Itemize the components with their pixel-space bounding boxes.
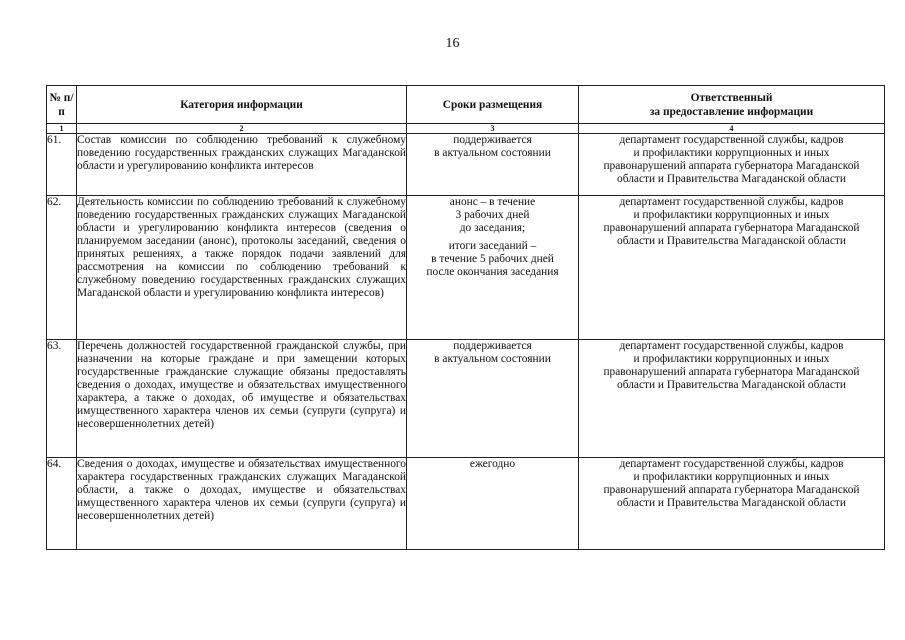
column-number: 1 — [47, 124, 77, 134]
column-number: 4 — [579, 124, 885, 134]
table-header-row — [47, 86, 885, 124]
header-number: № п/п — [47, 86, 77, 124]
responsible-line: департамент государственной службы, кадров — [619, 458, 844, 470]
term-line: 3 рабочих дней — [455, 209, 530, 221]
row-category: Деятельность комиссии по соблюдению требований к служебному поведению государственных гражданских служащих Магаданской области и урегулированию конфликта интересов (сведения о планируемом заседании (анонс), протоколы заседаний, сведения о принятых решениях, а также порядок подачи заявлений для рассмотрения на комиссии по соблюдению требований к служебному поведению государственных гражданских служащих Магаданской области и урегулированию конфликта интересов) — [77, 196, 407, 340]
responsible-line: и профилактики коррупционных и иных — [633, 353, 830, 365]
responsible-line: правонарушений аппарата губернатора Магаданской — [603, 160, 860, 172]
column-number-row — [47, 124, 885, 134]
row-responsible — [579, 134, 885, 196]
term-line: анонс – в течение — [449, 196, 536, 208]
term-line: поддерживается — [453, 134, 532, 146]
responsible-line: области и Правительства Магаданской области — [617, 173, 846, 185]
table-row — [47, 458, 885, 550]
row-terms — [407, 458, 579, 550]
term-line: итоги заседаний – — [448, 240, 537, 252]
row-responsible — [579, 458, 885, 550]
term-line: поддерживается — [453, 340, 532, 352]
term-line: в актуальном состоянии — [434, 147, 551, 159]
responsible-line: департамент государственной службы, кадров — [619, 196, 844, 208]
row-responsible — [579, 196, 885, 340]
row-terms — [407, 340, 579, 458]
header-responsible-line2: за предоставление информации — [649, 105, 814, 118]
row-category: Сведения о доходах, имуществе и обязательствах имущественного характера государственных гражданских служащих Магаданской области, а также о доходах, имуществе и обязательствах имущественного характера членов их семьи (супруги (супруга) и несовершеннолетних детей) — [77, 458, 407, 550]
term-line: в актуальном состоянии — [434, 353, 551, 365]
responsible-line: области и Правительства Магаданской области — [617, 235, 846, 247]
responsible-line: департамент государственной службы, кадров — [619, 340, 844, 352]
row-number: 63. — [47, 340, 77, 458]
term-line: до заседания; — [459, 222, 526, 234]
row-category: Состав комиссии по соблюдению требований к служебному поведению государственных гражданских служащих Магаданской области и урегулированию конфликта интересов — [77, 134, 407, 196]
responsible-line: департамент государственной службы, кадров — [619, 134, 844, 146]
term-line: ежегодно — [469, 458, 516, 470]
row-number: 61. — [47, 134, 77, 196]
table-row — [47, 196, 885, 340]
row-category: Перечень должностей государственной гражданской службы, при назначении на которые граждане и при замещении которых государственные гражданские служащие обязаны предоставлять сведения о доходах, имуществе и обязательствах имущественного характера, а также о доходах, об имуществе и обязательствах имущественного характера членов их семьи (супруги (супруга) и несовершеннолетних детей) — [77, 340, 407, 458]
column-number: 2 — [77, 124, 407, 134]
header-category: Категория информации — [77, 86, 407, 124]
header-responsible-line1: Ответственный — [690, 91, 773, 104]
term-line: после окончания заседания — [426, 266, 559, 278]
table-row — [47, 340, 885, 458]
row-terms — [407, 134, 579, 196]
information-table — [46, 85, 885, 550]
term-line: в течение 5 рабочих дней — [431, 253, 554, 265]
row-terms — [407, 196, 579, 340]
responsible-line: правонарушений аппарата губернатора Магаданской — [603, 222, 860, 234]
row-number: 64. — [47, 458, 77, 550]
page-number: 16 — [445, 36, 460, 51]
column-number: 3 — [407, 124, 579, 134]
responsible-line: и профилактики коррупционных и иных — [633, 147, 830, 159]
responsible-line: области и Правительства Магаданской области — [617, 379, 846, 391]
row-number: 62. — [47, 196, 77, 340]
responsible-line: правонарушений аппарата губернатора Магаданской — [603, 484, 860, 496]
table-row — [47, 134, 885, 196]
header-responsible — [579, 86, 885, 124]
responsible-line: области и Правительства Магаданской области — [617, 497, 846, 509]
responsible-line: правонарушений аппарата губернатора Магаданской — [603, 366, 860, 378]
header-terms: Сроки размещения — [407, 86, 579, 124]
row-responsible — [579, 340, 885, 458]
responsible-line: и профилактики коррупционных и иных — [633, 209, 830, 221]
responsible-line: и профилактики коррупционных и иных — [633, 471, 830, 483]
